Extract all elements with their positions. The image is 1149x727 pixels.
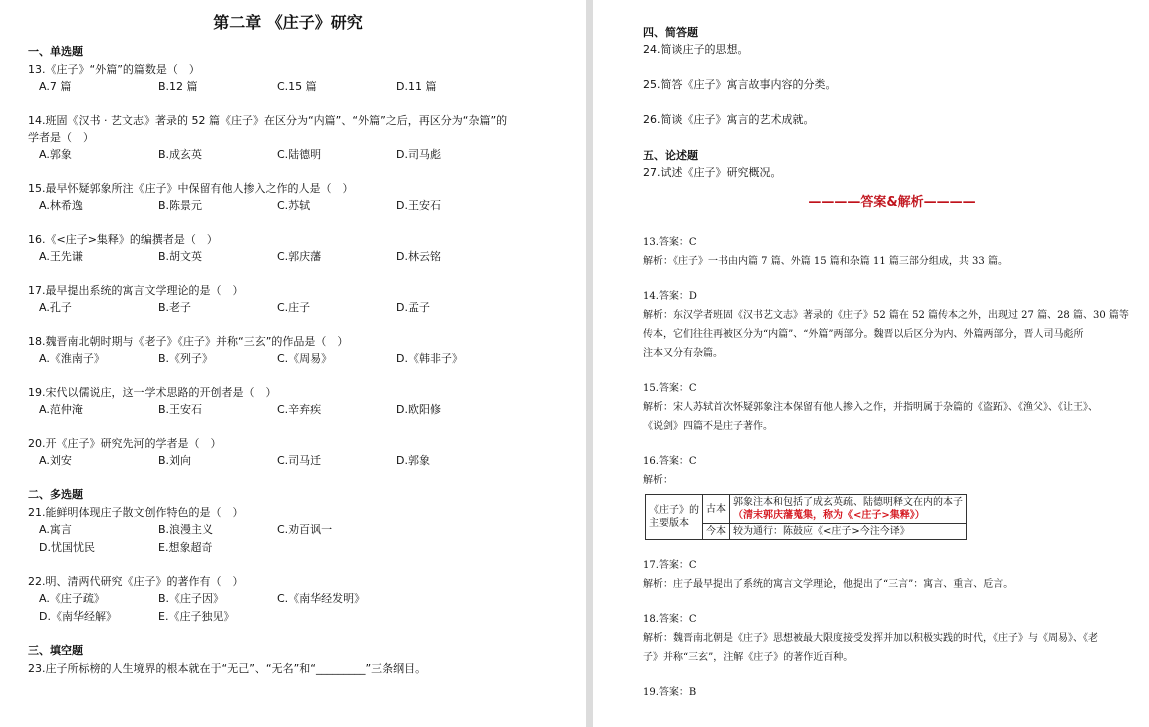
- question-text: 15.最早怀疑郭象所注《庄子》中保留有他人掺入之作的人是（ ）: [28, 182, 354, 195]
- question-21: [28, 504, 572, 557]
- section-essay: 五、论述题: [643, 149, 698, 162]
- option: A.7 篇: [39, 80, 72, 93]
- option: C.《南华经发明》: [277, 592, 366, 605]
- question-25: 25.简答《庄子》寓言故事内容的分类。: [643, 78, 837, 91]
- question-24: 24.简谈庄子的思想。: [643, 43, 749, 56]
- answer-label: 18.答案：C: [643, 614, 697, 625]
- option: C.辛弃疾: [277, 403, 322, 416]
- question-15: [28, 180, 572, 215]
- question-text: 16.《<庄子>集释》的编撰者是（ ）: [28, 233, 218, 246]
- rowhead-line: 《庄子》的: [649, 505, 699, 516]
- answer-19: [643, 684, 1141, 702]
- answers-divider: ————答案&解析————: [808, 195, 976, 210]
- option: A.寓言: [39, 523, 72, 536]
- option: B.王安石: [158, 403, 203, 416]
- option: A.林希逸: [39, 199, 83, 212]
- option: B.成玄英: [158, 148, 203, 161]
- question-text: 14.班固《汉书 · 艺文志》著录的 52 篇《庄子》在区分为“内篇”、“外篇”之后，再区分为“杂篇”的: [28, 114, 508, 127]
- option: D.《南华经解》: [39, 610, 117, 623]
- answer-explanation: 注本又分有杂篇。: [643, 348, 723, 359]
- option: A.郭象: [39, 148, 72, 161]
- question-text: 17.最早提出系统的寓言文学理论的是（ ）: [28, 284, 244, 297]
- question-19: [28, 384, 572, 419]
- section-fill-blank: 三、填空题: [28, 644, 83, 657]
- answer-15: [643, 380, 1141, 436]
- table-cell-label: 古本: [703, 495, 730, 524]
- option: B.《庄子因》: [158, 592, 225, 605]
- right-page: [593, 0, 1149, 727]
- question-17: [28, 282, 572, 317]
- question-13: [28, 61, 572, 96]
- answer-explanation: 解析：魏晋南北朝是《庄子》思想被最大限度接受发挥并加以积极实践的时代，《庄子》与《周易》、《老: [643, 633, 1098, 644]
- question-text: 13.《庄子》“外篇”的篇数是（ ）: [28, 63, 200, 76]
- option: D.王安石: [396, 199, 441, 212]
- question-27: 27.试述《庄子》研究概况。: [643, 166, 782, 179]
- option: A.刘安: [39, 454, 72, 467]
- option: B.胡文英: [158, 250, 203, 263]
- option: A.《庄子疏》: [39, 592, 105, 605]
- option: C.《周易》: [277, 352, 333, 365]
- answer-14: [643, 288, 1141, 363]
- answer-label: 15.答案：C: [643, 383, 697, 394]
- question-text: 21.能鲜明体现庄子散文创作特色的是（ ）: [28, 506, 244, 519]
- question-20: [28, 435, 572, 470]
- cell-line-highlight: （清末郭庆藩蒐集，称为《<庄子>集释》）: [733, 510, 925, 521]
- option: E.《庄子独见》: [158, 610, 235, 623]
- option: D.11 篇: [396, 80, 437, 93]
- option: A.王先谦: [39, 250, 83, 263]
- option: B.陈景元: [158, 199, 203, 212]
- cell-line: 郭象注本和包括了成玄英疏、陆德明释文在内的本子: [733, 497, 963, 508]
- answer-explanation: 解析：《庄子》一书由内篇 7 篇、外篇 15 篇和杂篇 11 篇三部分组成，共 33 篇。: [643, 256, 1008, 267]
- option: D.林云铭: [396, 250, 441, 263]
- answer-explanation: 解析：宋人苏轼首次怀疑郭象注本保留有他人掺入之作，并指明属于杂篇的《盗跖》、《渔父》、《让王》、: [643, 402, 1098, 413]
- option: B.老子: [158, 301, 192, 314]
- option: D.忧国忧民: [39, 541, 95, 554]
- answer-label: 13.答案：C: [643, 237, 697, 248]
- answer-explanation: 《说剑》四篇不是庄子著作。: [643, 421, 773, 432]
- option: C.苏轼: [277, 199, 311, 212]
- option: B.刘向: [158, 454, 192, 467]
- versions-table: [645, 494, 967, 540]
- question-text: 20.开《庄子》研究先河的学者是（ ）: [28, 437, 222, 450]
- option: D.《韩非子》: [396, 352, 463, 365]
- option: C.15 篇: [277, 80, 317, 93]
- question-text: 18.魏晋南北朝时期与《老子》《庄子》并称“三玄”的作品是（ ）: [28, 335, 349, 348]
- rowhead-line: 主要版本: [649, 518, 689, 529]
- option: B.浪漫主义: [158, 523, 214, 536]
- answer-explanation: 子》并称“三玄”，注解《庄子》的著作近百种。: [643, 652, 854, 663]
- option: D.郭象: [396, 454, 430, 467]
- option: D.孟子: [396, 301, 430, 314]
- answer-label: 16.答案：C: [643, 456, 697, 467]
- option: D.司马彪: [396, 148, 441, 161]
- question-22: [28, 573, 572, 626]
- chapter-title: 第二章 《庄子》研究: [213, 13, 363, 32]
- option: C.郭庆藩: [277, 250, 322, 263]
- question-16: [28, 231, 572, 266]
- question-18: [28, 333, 572, 368]
- answer-18: [643, 611, 1141, 667]
- question-23: 23.庄子所标榜的人生境界的根本就在于“无己”、“无名”和“_________”三条纲目。: [28, 662, 427, 675]
- question-26: 26.简谈《庄子》寓言的艺术成就。: [643, 113, 815, 126]
- table-cell-text: 较为通行：陈鼓应《<庄子>今注今译》: [730, 524, 967, 540]
- table-cell-text: [730, 495, 967, 524]
- option: A.范仲淹: [39, 403, 83, 416]
- option: C.劝百讽一: [277, 523, 333, 536]
- question-text: 22.明、清两代研究《庄子》的著作有（ ）: [28, 575, 244, 588]
- answer-explanation: 解析：东汉学者班固《汉书艺文志》著录的《庄子》52 篇在 52 篇传本之外，出现过 27 篇、28 篇、30 篇等: [643, 310, 1129, 321]
- option: B.《列子》: [158, 352, 214, 365]
- page-gap: [586, 0, 593, 727]
- answer-explanation: 传本，它们往往再被区分为“内篇”、“外篇”两部分。魏晋以后区分为内、外篇两部分，晋人司马彪所: [643, 329, 1084, 340]
- option: E.想象超奇: [158, 541, 213, 554]
- section-multi-choice: 二、多选题: [28, 488, 83, 501]
- question-text: 19.宋代以儒说庄，这一学术思路的开创者是（ ）: [28, 386, 277, 399]
- option: B.12 篇: [158, 80, 198, 93]
- answer-label: 19.答案：B: [643, 687, 697, 698]
- option: A.孔子: [39, 301, 72, 314]
- table-row: [646, 495, 967, 524]
- table-cell-label: 今本: [703, 524, 730, 540]
- section-short-answer: 四、简答题: [643, 26, 698, 39]
- option: A.《淮南子》: [39, 352, 105, 365]
- section-single-choice: 一、单选题: [28, 45, 83, 58]
- option: C.陆德明: [277, 148, 322, 161]
- option: C.司马迁: [277, 454, 322, 467]
- question-text-cont: 学者是（ ）: [28, 131, 94, 144]
- answer-explanation: 解析：庄子最早提出了系统的寓言文学理论，他提出了“三言”：寓言、重言、卮言。: [643, 579, 1014, 590]
- answer-17: [643, 557, 1141, 594]
- question-14: [28, 112, 572, 164]
- table-rowhead: [646, 495, 703, 540]
- answer-label: 17.答案：C: [643, 560, 697, 571]
- option: C.庄子: [277, 301, 311, 314]
- answer-explanation: 解析：: [643, 475, 673, 486]
- answer-13: [643, 234, 1141, 271]
- answer-16: [643, 453, 1141, 540]
- answer-label: 14.答案：D: [643, 291, 697, 302]
- option: D.欧阳修: [396, 403, 441, 416]
